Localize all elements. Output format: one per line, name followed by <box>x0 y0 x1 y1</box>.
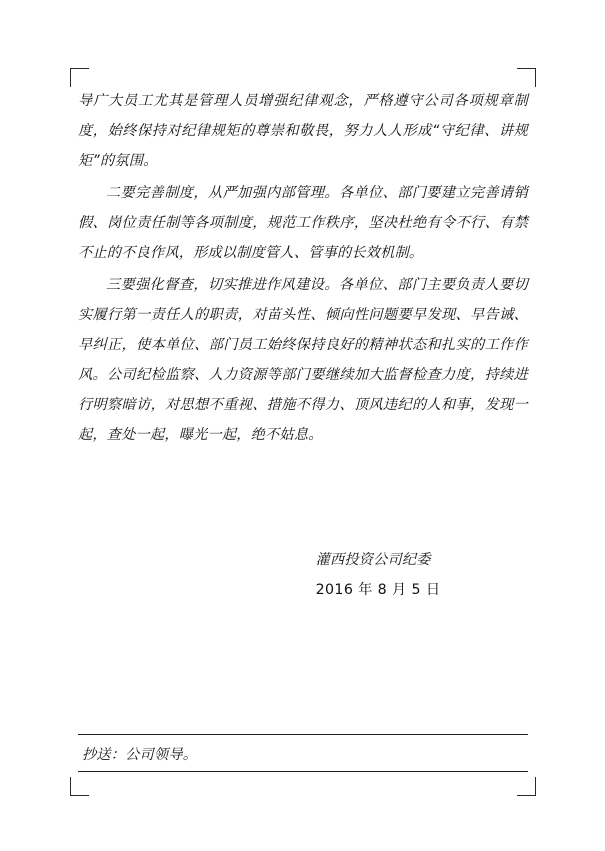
paragraph-2: 二要完善制度，从严加强内部管理。各单位、部门要建立完善请销假、岗位责任制等各项制度，规范工作秩序，坚决杜绝有令不行、有禁不止的不良作风，形成以制度管人、管事的长效机制。 <box>78 185 528 261</box>
footer-divider-top <box>78 734 528 735</box>
crop-mark-top-left <box>70 68 89 87</box>
document-body <box>78 86 528 452</box>
footer-divider-bottom <box>78 771 528 772</box>
footer-cc-text: 抄送：公司领导。 <box>82 747 198 763</box>
paragraph-1: 导广大员工尤其是管理人员增强纪律观念，严格遵守公司各项规章制度，始终保持对纪律规矩的尊崇和敬畏，努力人人形成“守纪律、讲规矩”的氛围。 <box>78 93 528 169</box>
signature-date: 2016 年 8 月 5 日 <box>315 582 441 598</box>
crop-mark-bottom-right <box>517 777 536 796</box>
signature-organization: 灌西投资公司纪委 <box>315 552 431 568</box>
crop-mark-top-right <box>517 68 536 87</box>
crop-mark-bottom-left <box>70 777 89 796</box>
paragraph-3: 三要强化督查，切实推进作风建设。各单位、部门主要负责人要切实履行第一责任人的职责，对苗头性、倾向性问题要早发现、早告诫、早纠正，使本单位、部门员工始终保持良好的精神状态和扎实的工作作风。公司纪检监察、人力资源等部门要继续加大监督检查力度，持续进行明察暗访，对思想不重视、措施不得力、顶风违纪的人和事，发现一起，查处一起，曝光一起，绝不姑息。 <box>78 277 528 443</box>
signature-block <box>78 545 528 605</box>
